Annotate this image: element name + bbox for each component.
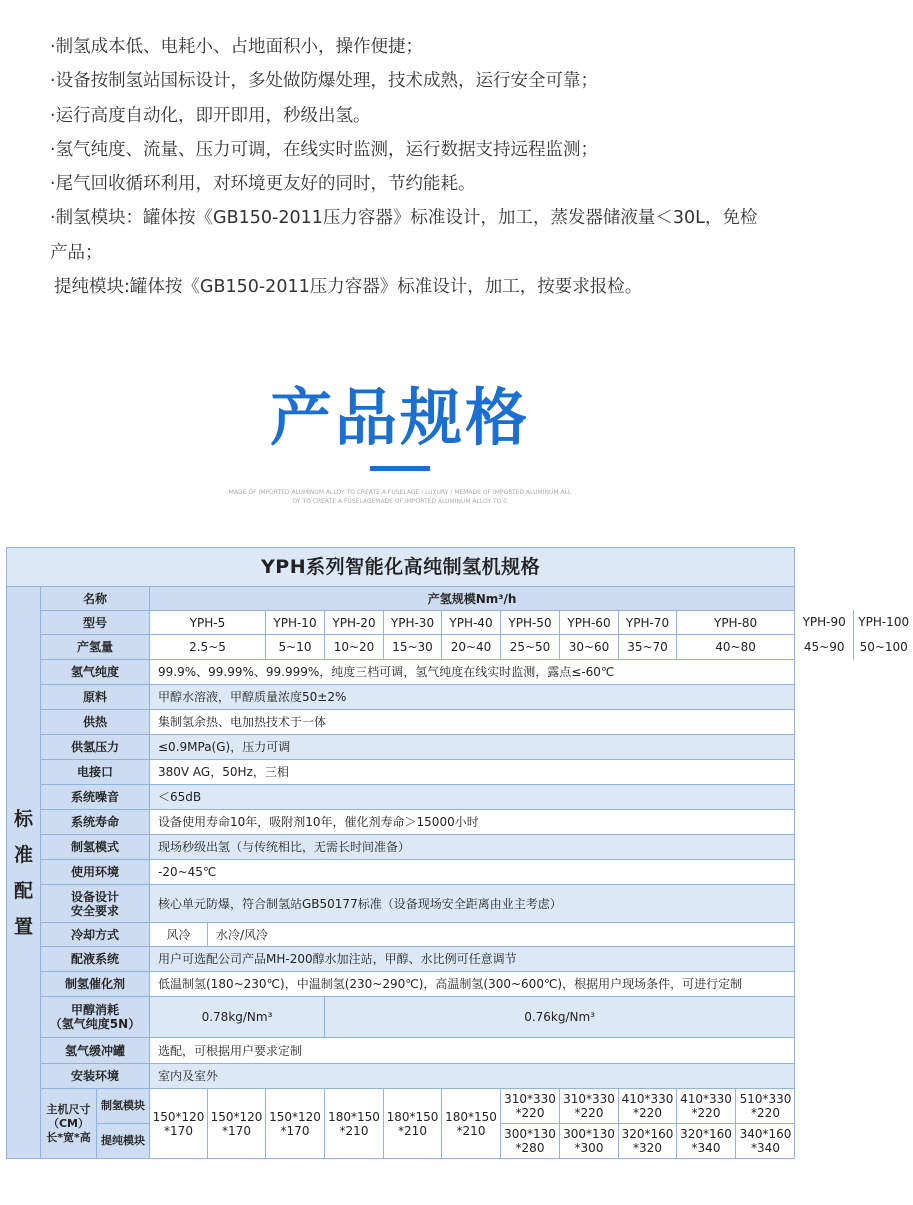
size-cell: 180*150 *210 bbox=[384, 1089, 442, 1159]
section-title: 产品规格 bbox=[269, 381, 530, 454]
size-cell: 300*130 *300 bbox=[560, 1124, 619, 1159]
model-cell: YPH-30 bbox=[384, 611, 442, 635]
size-cell-pair bbox=[677, 1089, 795, 1124]
output-cell: 50~100 bbox=[859, 640, 908, 654]
feature-item: ·制氢成本低、电耗小、占地面积小，操作便捷； bbox=[50, 37, 424, 57]
spec-label: 安装环境 bbox=[41, 1064, 150, 1089]
model-cell: YPH-50 bbox=[501, 611, 560, 635]
size-cell: 300*130 *280 bbox=[501, 1124, 560, 1159]
name-label: 名称 bbox=[41, 587, 150, 611]
output-cell: 10~20 bbox=[325, 635, 384, 660]
model-cell: YPH-5 bbox=[150, 611, 266, 635]
methanol-label: 甲醇消耗 （氢气纯度5N） bbox=[41, 997, 150, 1038]
safety-label: 设备设计 安全要求 bbox=[41, 885, 150, 923]
size-label: 主机尺寸 （CM） 长*宽*高 bbox=[41, 1089, 97, 1159]
methanol-value-a: 0.78kg/Nm³ bbox=[150, 997, 325, 1038]
spec-value: 集制氢余热、电加热技术于一体 bbox=[150, 710, 795, 735]
model-cell: YPH-80 bbox=[677, 611, 795, 635]
safety-value: 核心单元防爆，符合制氢站GB50177标准（设备现场安全距离由业主考虑） bbox=[150, 885, 795, 923]
size-cell: 310*330 *220 bbox=[501, 1089, 560, 1124]
feature-item: ·运行高度自动化，即开即用，秒级出氢。 bbox=[50, 105, 371, 126]
spec-value: 甲醇水溶液，甲醇质量浓度50±2% bbox=[150, 685, 795, 710]
model-cell: YPH-10 bbox=[266, 611, 325, 635]
output-cell: 40~80 bbox=[677, 635, 795, 660]
model-cell: YPH-90 bbox=[802, 615, 846, 629]
size-cell: 150*120 *170 bbox=[208, 1089, 266, 1159]
output-cell: 15~30 bbox=[384, 635, 442, 660]
size-cell: 150*120 *170 bbox=[266, 1089, 325, 1159]
cooling-label: 冷却方式 bbox=[41, 923, 150, 947]
subtitle-line: OY TO CREATE A FUSELAGEMADE OF IMPORTED ALUMINUM ALLOY TO C bbox=[292, 498, 508, 505]
size-cell: 320*160 *320 bbox=[619, 1124, 677, 1159]
output-cell: 30~60 bbox=[560, 635, 619, 660]
spec-table bbox=[6, 547, 910, 1159]
spec-value: 选配，可根据用户要求定制 bbox=[150, 1038, 795, 1064]
spec-label: 氢气缓冲罐 bbox=[41, 1038, 150, 1064]
spec-value: 室内及室外 bbox=[150, 1064, 795, 1089]
spec-label: 原料 bbox=[41, 685, 150, 710]
output-cell: 35~70 bbox=[619, 635, 677, 660]
title-underline bbox=[370, 466, 430, 471]
spec-label: 电接口 bbox=[41, 760, 150, 785]
spec-value: -20~45℃ bbox=[150, 860, 795, 885]
size-cell: 320*160 *340 bbox=[680, 1127, 732, 1155]
size-cell: 410*330 *220 bbox=[680, 1092, 732, 1120]
spec-value: 用户可选配公司产品MH-200醇水加注站，甲醇、水比例可任意调节 bbox=[150, 947, 795, 972]
spec-label: 配液系统 bbox=[41, 947, 150, 972]
spec-value: ≤0.9MPa(G)，压力可调 bbox=[150, 735, 795, 760]
model-cell: YPH-40 bbox=[442, 611, 501, 635]
methanol-value-b: 0.76kg/Nm³ bbox=[325, 997, 795, 1038]
model-cell: YPH-70 bbox=[619, 611, 677, 635]
cooling-value-a: 风冷 bbox=[150, 923, 208, 947]
output-cell: 2.5~5 bbox=[150, 635, 266, 660]
spec-value: 99.9%、99.99%、99.999%，纯度三档可调，氢气纯度在线实时监测，露点≤-60℃ bbox=[150, 660, 795, 685]
size-cell: 180*150 *210 bbox=[442, 1089, 501, 1159]
model-cell: YPH-60 bbox=[560, 611, 619, 635]
size-sub-label: 提纯模块 bbox=[97, 1124, 150, 1159]
spec-label: 制氢催化剂 bbox=[41, 972, 150, 997]
spec-value: 设备使用寿命10年，吸附剂10年，催化剂寿命＞15000小时 bbox=[150, 810, 795, 835]
spec-label: 制氢模式 bbox=[41, 835, 150, 860]
size-cell: 180*150 *210 bbox=[325, 1089, 384, 1159]
size-cell: 310*330 *220 bbox=[560, 1089, 619, 1124]
spec-label: 供热 bbox=[41, 710, 150, 735]
size-cell: 150*120 *170 bbox=[150, 1089, 208, 1159]
output-label: 产氢量 bbox=[41, 635, 150, 660]
feature-list bbox=[50, 30, 770, 304]
spec-value: 现场秒级出氢（与传统相比，无需长时间准备） bbox=[150, 835, 795, 860]
spec-label: 使用环境 bbox=[41, 860, 150, 885]
feature-item: ·氢气纯度、流量、压力可调，在线实时监测，运行数据支持远程监测； bbox=[50, 139, 599, 160]
size-cell: 340*160 *340 bbox=[739, 1127, 792, 1155]
feature-item: ·尾气回收循环利用，对环境更友好的同时，节约能耗。 bbox=[50, 174, 476, 195]
output-cell: 45~90 bbox=[803, 640, 845, 654]
spec-value: ＜65dB bbox=[150, 785, 795, 810]
model-label: 型号 bbox=[41, 611, 150, 635]
feature-item: ·设备按制氢站国标设计，多处做防爆处理，技术成熟，运行安全可靠； bbox=[50, 71, 599, 92]
feature-item: ·制氢模块：罐体按《GB150-2011压力容器》标准设计，加工，蒸发器储液量＜30L，免检产品； bbox=[50, 208, 758, 263]
spec-value: 低温制氢(180~230℃)，中温制氢(230~290℃)，高温制氢(300~600℃)，根据用户现场条件，可进行定制 bbox=[150, 972, 795, 997]
table-title: YPH系列智能化高纯制氢机规格 bbox=[7, 548, 795, 587]
capacity-header: 产氢规模Nm³/h bbox=[150, 587, 795, 611]
size-cell-pair bbox=[677, 1124, 795, 1159]
cooling-value-b: 水冷/风冷 bbox=[208, 923, 795, 947]
model-cell: YPH-100 bbox=[858, 615, 910, 629]
output-cell: 5~10 bbox=[266, 635, 325, 660]
spec-label: 供氢压力 bbox=[41, 735, 150, 760]
output-cell: 20~40 bbox=[442, 635, 501, 660]
size-sub-label: 制氢模块 bbox=[97, 1089, 150, 1124]
feature-item: 提纯模块:罐体按《GB150-2011压力容器》标准设计，加工，按要求报检。 bbox=[54, 277, 643, 298]
subtitle-line: MADE OF IMPORTED ALUMINUM ALLOY TO CREATE A FUSELAGE / LUXURY / MEMADE OF IMPORTED ALUMINUM ALL bbox=[228, 489, 572, 496]
model-cell: YPH-20 bbox=[325, 611, 384, 635]
spec-label: 系统噪音 bbox=[41, 785, 150, 810]
spec-value: 380V AG，50Hz，三相 bbox=[150, 760, 795, 785]
size-cell: 410*330 *220 bbox=[619, 1089, 677, 1124]
spec-label: 氢气纯度 bbox=[41, 660, 150, 685]
side-label: 标 准 配 置 bbox=[7, 587, 41, 1159]
output-cell: 25~50 bbox=[501, 635, 560, 660]
spec-label: 系统寿命 bbox=[41, 810, 150, 835]
size-cell: 510*330 *220 bbox=[739, 1092, 792, 1120]
